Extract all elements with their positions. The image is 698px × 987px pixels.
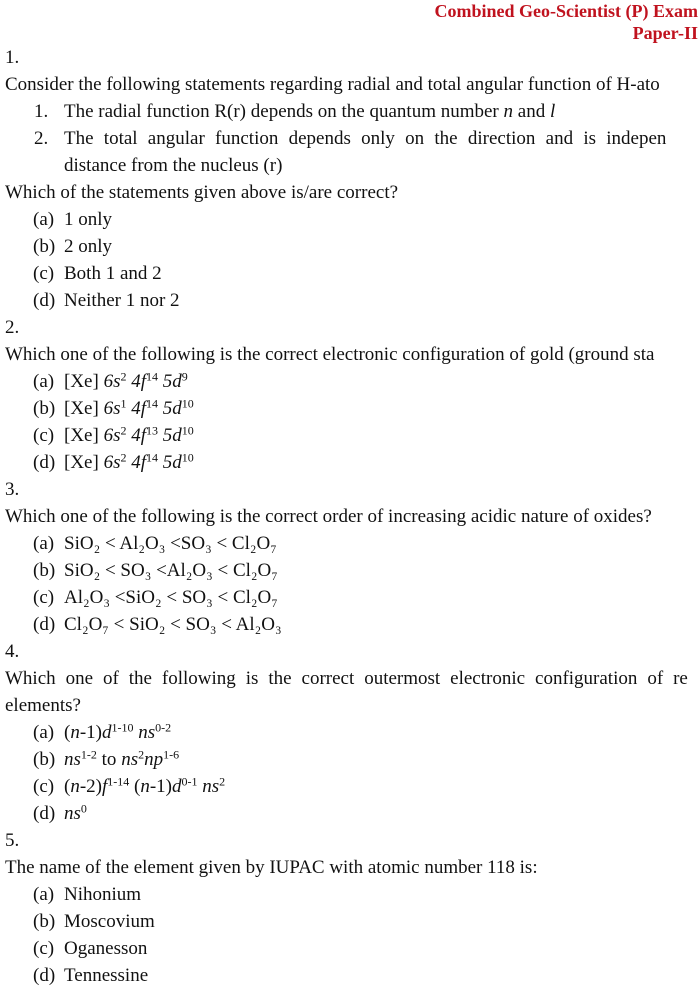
- option-item: [5, 233, 698, 260]
- option-label: (a): [33, 209, 55, 230]
- f-exponent: 13: [146, 423, 158, 438]
- question-list: [5, 44, 698, 987]
- config-expression: $(n-2)f^{1-14}$ $(n-1)d^{0-1}$ $ns^2$: [64, 774, 226, 797]
- quantum-number-l: l: [549, 101, 556, 122]
- option-formula: SiO₂ < Al₂O₃ <SO₃ < Cl₂O₇: [64, 533, 277, 554]
- option-label: (a): [33, 722, 55, 743]
- option-text: Nihonium: [64, 884, 142, 905]
- noble-gas-core: [Xe]: [64, 371, 99, 392]
- question-text: Which one of the following is the correct order of increasing acidic nature of oxides?: [5, 506, 652, 527]
- statement-continuation: [5, 152, 698, 179]
- statement-item: [5, 98, 698, 125]
- option-text: Both 1 and 2: [64, 263, 162, 284]
- option-item: [5, 908, 698, 935]
- quantum-number-n: n: [503, 101, 514, 122]
- option-text: 2 only: [64, 236, 113, 257]
- option-text: Oganesson: [64, 938, 148, 959]
- option-label: (c): [33, 263, 55, 284]
- paper-title: Paper-II: [632, 23, 698, 43]
- statement-text: distance from the nucleus (r): [64, 155, 283, 176]
- question-number: 4.: [5, 641, 20, 662]
- question-text: Which one of the following is the correct electronic configuration of gold (ground sta: [5, 344, 655, 365]
- question-number: 2.: [5, 317, 20, 338]
- question-number: 3.: [5, 479, 20, 500]
- question-text-line: Which one of the following is the correct outermost electronic configuration of re: [5, 668, 688, 689]
- question-number: 1.: [5, 47, 20, 68]
- option-label: (c): [33, 425, 55, 446]
- option-label: (d): [33, 452, 56, 473]
- config-expression: $(n-1)d^{1-10}$ $ns^{0-2}$: [64, 720, 172, 743]
- statement-and: and: [513, 101, 550, 122]
- option-label: (d): [33, 803, 56, 824]
- option-label: (a): [33, 371, 55, 392]
- option-label: (d): [33, 614, 56, 635]
- option-text: 1 only: [64, 209, 113, 230]
- statement-text: The radial function R(r) depends on the quantum number: [64, 101, 504, 122]
- option-item: [5, 557, 698, 584]
- config-expression: $ns^0$: [64, 801, 87, 824]
- option-item: [5, 611, 698, 638]
- option-item: [5, 530, 698, 557]
- option-label: (b): [33, 236, 56, 257]
- question-text: The name of the element given by IUPAC with atomic number 118 is:: [5, 857, 538, 878]
- question-text: [5, 665, 698, 692]
- option-item: [5, 962, 698, 987]
- question-text-continuation: elements?: [5, 695, 81, 716]
- option-label: (b): [33, 398, 56, 419]
- option-formula: SiO₂ < SO₃ <Al₂O₃ < Cl₂O₇: [64, 560, 278, 581]
- option-item: [5, 206, 698, 233]
- s-exponent: 2: [120, 450, 127, 465]
- option-item: [5, 773, 698, 800]
- option-label: (c): [33, 776, 55, 797]
- option-item: [5, 260, 698, 287]
- option-item: [5, 287, 698, 314]
- statement-number: 2.: [34, 128, 49, 149]
- statement-text: The total angular function depends only on the direction and is indepen: [64, 128, 667, 149]
- question-number: 5.: [5, 830, 20, 851]
- s-exponent: 2: [120, 423, 127, 438]
- f-exponent: 14: [146, 396, 158, 411]
- option-item: (d) [Xe] $6s^2$ $4f^{14}$ $5d^{10}$: [5, 449, 698, 476]
- option-label: (c): [33, 938, 55, 959]
- option-formula: Al₂O₃ <SiO₂ < SO₃ < Cl₂O₇: [64, 587, 278, 608]
- option-item: [5, 881, 698, 908]
- option-item: [5, 935, 698, 962]
- option-item: (b) [Xe] $6s^1$ $4f^{14}$ $5d^{10}$: [5, 395, 698, 422]
- option-text: Moscovium: [64, 911, 155, 932]
- option-label: (b): [33, 749, 56, 770]
- option-formula: Cl₂O₇ < SiO₂ < SO₃ < Al₂O₃: [64, 614, 282, 635]
- exam-title: Combined Geo-Scientist (P) Exam: [434, 1, 698, 21]
- statement-item: [5, 125, 698, 152]
- s-exponent: 2: [120, 369, 127, 384]
- noble-gas-core: [Xe]: [64, 425, 99, 446]
- d-exponent: 9: [181, 369, 188, 384]
- option-text: Neither 1 nor 2: [64, 290, 180, 311]
- option-text: Tennessine: [64, 965, 149, 986]
- option-label: (b): [33, 911, 56, 932]
- d-exponent: 10: [181, 423, 194, 438]
- option-label: (c): [33, 587, 55, 608]
- option-item: (a) [Xe] $6s^2$ $4f^{14}$ $5d^9$: [5, 368, 698, 395]
- noble-gas-core: [Xe]: [64, 452, 99, 473]
- s-exponent: 1: [120, 396, 127, 411]
- question-prompt: Which of the statements given above is/are correct?: [5, 182, 399, 203]
- option-label: (a): [33, 533, 55, 554]
- option-label: (b): [33, 560, 56, 581]
- option-label: (d): [33, 965, 56, 986]
- option-item: (c) [Xe] $6s^2$ $4f^{13}$ $5d^{10}$: [5, 422, 698, 449]
- noble-gas-core: [Xe]: [64, 398, 99, 419]
- option-item: [5, 800, 698, 827]
- option-label: (d): [33, 290, 56, 311]
- f-exponent: 14: [146, 369, 158, 384]
- option-item: [5, 746, 698, 773]
- option-item: [5, 584, 698, 611]
- d-exponent: 10: [181, 450, 194, 465]
- f-exponent: 14: [146, 450, 158, 465]
- statement-number: 1.: [34, 101, 49, 122]
- question-text: Consider the following statements regarding radial and total angular function of H-ato: [5, 74, 660, 95]
- option-item: [5, 719, 698, 746]
- config-expression: $ns^{1-2}$ to $ns^2np^{1-6}$: [64, 747, 180, 770]
- option-label: (a): [33, 884, 55, 905]
- d-exponent: 10: [181, 396, 194, 411]
